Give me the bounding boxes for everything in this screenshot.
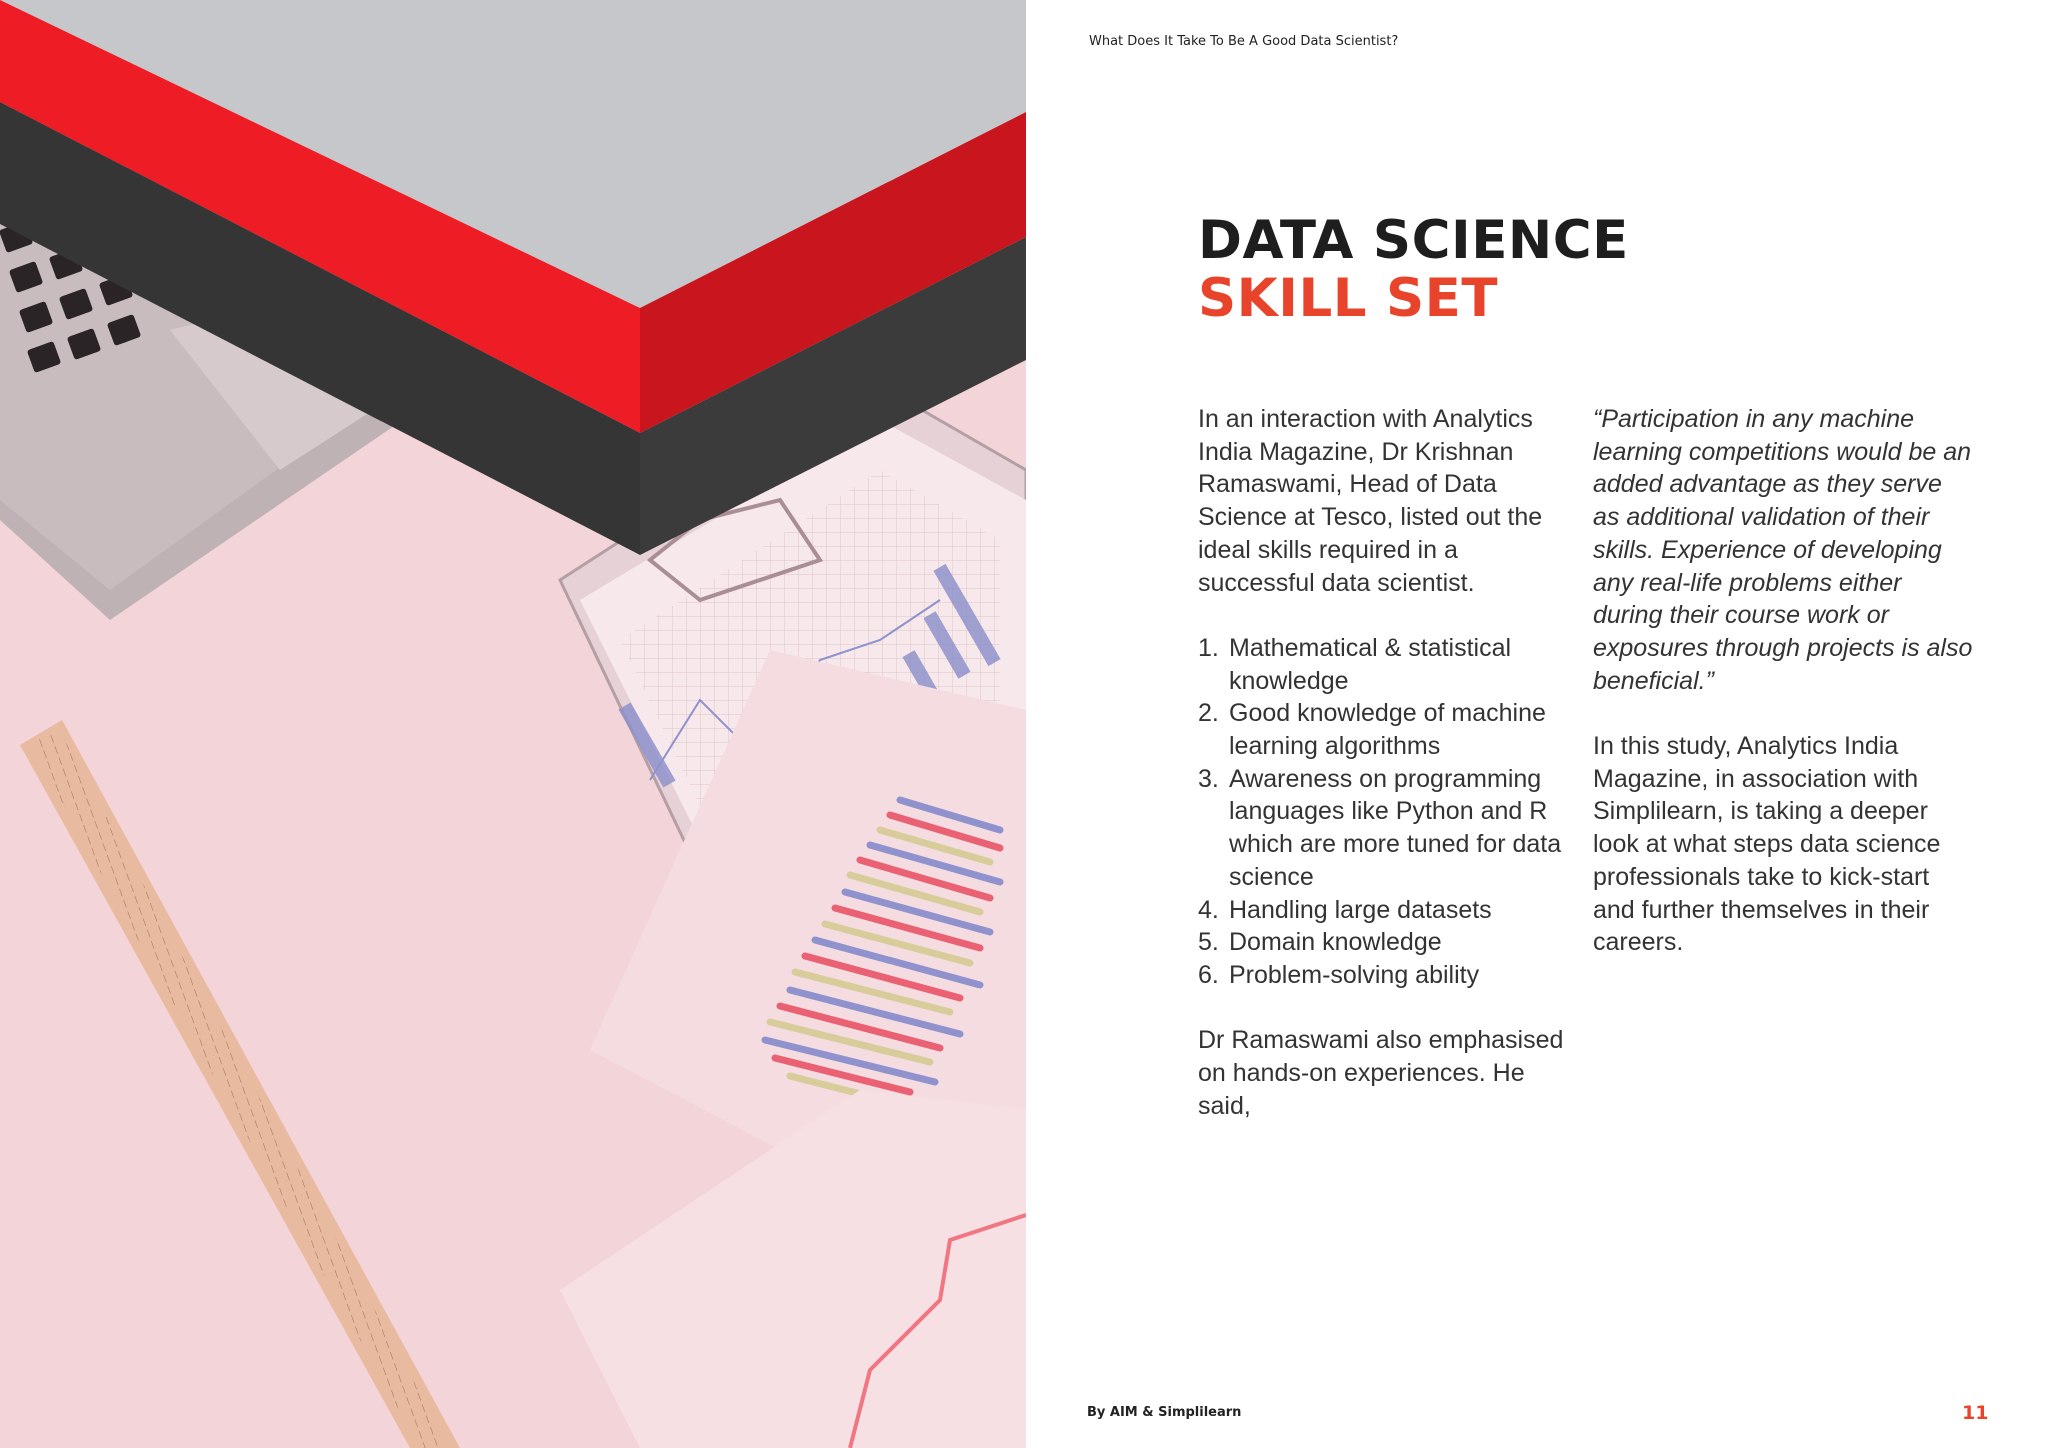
intro-paragraph: In an interaction with Analytics India Magazine, Dr Krishnan Ramaswami, Head of Data Science at Tesco, listed out the ideal skills required in a successful data scientist. [1198,405,1543,597]
list-item: 6. Problem-solving ability [1198,960,1480,989]
title-line-2: SKILL SET [1198,268,1498,329]
study-paragraph: In this study, Analytics India Magazine, in association with Simplilearn, is taking a deeper look at what steps data science professionals take to kick-start and further themselves in their careers. [1593,732,1941,957]
outro-paragraph: Dr Ramaswami also emphasised on hands-on experiences. He said, [1198,1026,1564,1120]
skills-list [1198,632,1570,992]
text-column-2 [1593,403,1973,959]
page-number: 11 [1962,1402,1989,1424]
list-item: 5. Domain knowledge [1198,928,1442,957]
footer-byline: By AIM & Simplilearn [1087,1405,1242,1420]
running-header: What Does It Take To Be A Good Data Scientist? [1089,34,1399,49]
page-title [1198,212,1629,328]
list-item: 2. Good knowledge of machine learning algorithms [1198,699,1546,761]
quote-paragraph: “Participation in any machine learning competitions would be an added advantage as they serve as additional validation of their skills. Experience of developing any real-life problems either during their course work or exposures through projects is also beneficial.” [1593,405,1973,695]
list-item: 1. Mathematical & statistical knowledge [1198,633,1512,695]
title-line-1: DATA SCIENCE [1198,210,1629,271]
list-item: 4. Handling large datasets [1198,895,1492,924]
text-column-1 [1198,403,1570,1122]
list-item: 3. Awareness on programming languages like Python and R which are more tuned for data science [1198,764,1562,891]
